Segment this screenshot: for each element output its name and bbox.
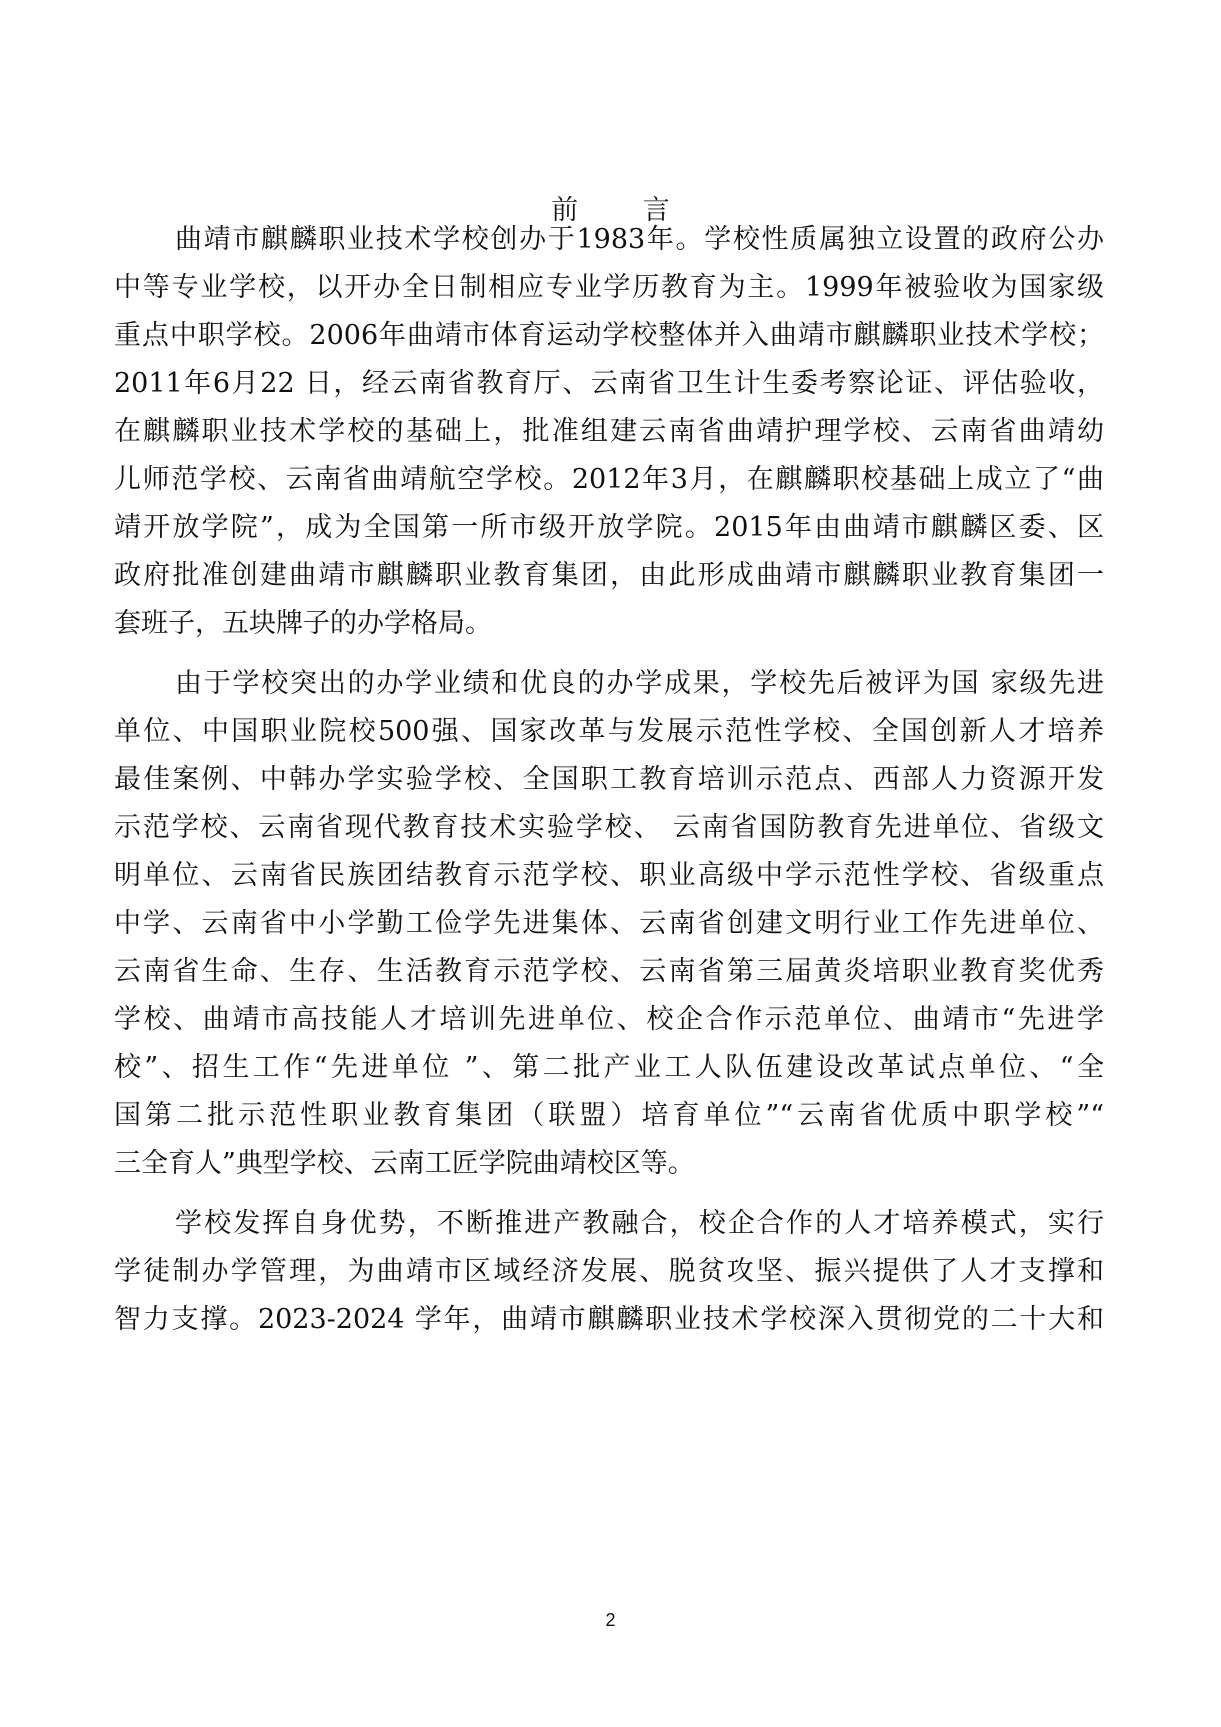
paragraph-2-line-6: 中学、云南省中小学勤工俭学先进集体、云南省创建文明行业工作先进单位、 (114, 908, 1104, 939)
paragraph-2-line-2: 单位、中国职业院校500强、国家改革与发展示范性学校、全国创新人才培养 (114, 716, 1104, 747)
page-title: 前 言 (551, 195, 698, 226)
paragraph-2-line-3: 最佳案例、中韩办学实验学校、全国职工教育培训示范点、西部人力资源开发 (114, 764, 1104, 795)
paragraph-1-line-9: 套班子，五块牌子的办学格局。 (114, 608, 492, 639)
paragraph-1-line-5: 在麒麟职业技术学校的基础上，批准组建云南省曲靖护理学校、云南省曲靖幼 (114, 416, 1104, 447)
paragraph-1-line-2: 中等专业学校，以开办全日制相应专业学历教育为主。1999年被验收为国家级 (114, 272, 1104, 303)
paragraph-2-line-9: 校”、招生工作“先进单位 ”、第二批产业工人队伍建设改革试点单位、“全 (114, 1052, 1104, 1083)
paragraph-2-line-5: 明单位、云南省民族团结教育示范学校、职业高级中学示范性学校、省级重点 (114, 860, 1104, 891)
paragraph-2-line-10: 国第二批示范性职业教育集团（联盟）培育单位”“云南省优质中职学校”“ (114, 1100, 1104, 1131)
paragraph-2-line-4: 示范学校、云南省现代教育技术实验学校、 云南省国防教育先进单位、省级文 (114, 812, 1104, 843)
paragraph-3-line-1: 学校发挥自身优势，不断推进产教融合，校企合作的人才培养模式，实行 (175, 1208, 1104, 1239)
paragraph-2-line-11: 三全育人”典型学校、云南工匠学院曲靖校区等。 (114, 1148, 695, 1179)
paragraph-1-line-6: 儿师范学校、云南省曲靖航空学校。2012年3月，在麒麟职校基础上成立了“曲 (114, 464, 1104, 495)
paragraph-3-line-3: 智力支撑。2023-2024 学年，曲靖市麒麟职业技术学校深入贯彻党的二十大和 (114, 1304, 1104, 1335)
page-number: 2 (605, 1610, 616, 1630)
paragraph-3-line-2: 学徒制办学管理，为曲靖市区域经济发展、脱贫攻坚、振兴提供了人才支撑和 (114, 1256, 1104, 1287)
paragraph-1-line-7: 靖开放学院”，成为全国第一所市级开放学院。2015年由曲靖市麒麟区委、区 (114, 512, 1104, 543)
paragraph-1-line-3: 重点中职学校。2006年曲靖市体育运动学校整体并入曲靖市麒麟职业技术学校； (114, 320, 1104, 351)
paragraph-2-line-7: 云南省生命、生存、生活教育示范学校、云南省第三届黄炎培职业教育奖优秀 (114, 956, 1104, 987)
paragraph-1-line-4: 2011年6月22 日，经云南省教育厅、云南省卫生计生委考察论证、评估验收， (114, 368, 1104, 399)
paragraph-1-line-8: 政府批准创建曲靖市麒麟职业教育集团，由此形成曲靖市麒麟职业教育集团一 (114, 560, 1104, 591)
paragraph-2-line-8: 学校、曲靖市高技能人才培训先进单位、校企合作示范单位、曲靖市“先进学 (114, 1004, 1104, 1035)
paragraph-2-line-1: 由于学校突出的办学业绩和优良的办学成果，学校先后被评为国 家级先进 (175, 668, 1104, 699)
paragraph-1-line-1: 曲靖市麒麟职业技术学校创办于1983年。学校性质属独立设置的政府公办 (175, 224, 1104, 255)
